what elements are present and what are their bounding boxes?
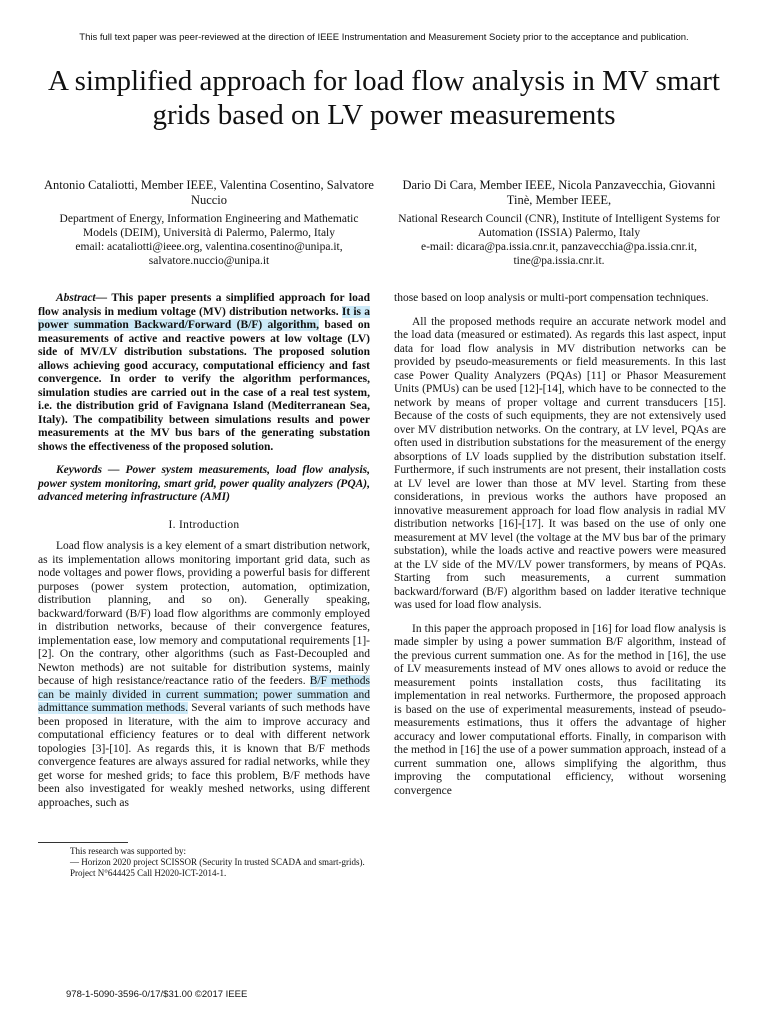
footnote-line-2: — Horizon 2020 project SCISSOR (Security In trusted SCADA and smart-grids). Project N°644425 Call H2020-ICT-2014-1. xyxy=(70,857,365,878)
intro-highlight: B/F methods can be mainly divided in current summation; power summation and admittance summation methods. xyxy=(38,675,371,714)
keywords-text: Power system measurements, load flow analysis, power system monitoring, smart grid, power quality analyzers (PQA), advanced metering infrastructure (AMI) xyxy=(38,464,371,503)
author-names-left: Antonio Cataliotti, Member IEEE, Valentina Cosentino, Salvatore Nuccio xyxy=(44,178,374,207)
intro-paragraph xyxy=(38,540,370,810)
right-paragraph-3: In this paper the approach proposed in [16] for load flow analysis is made simpler by using a power summation B/F algorithm, instead of the previous current summation one. As for the method in [16], the use of LV measurements instead of MV ones allows to avoid or reduce the measurement points installation costs, thus facilitating its implementation in real networks. Furthermore, the proposed approach is based on the use of experimental measurements, instead of pseudo-measurements estimations, thus it offers the advantage of higher accuracy and lower computational efforts. Finally, in comparison with the method in [16] the use of a power summation approach, instead of a current summation one, allows simplifying the algorithm, thus improving the computational efficiency, without worsening convergence xyxy=(394,622,726,797)
footnote-line-1: This research was supported by: xyxy=(70,846,186,856)
keywords xyxy=(38,464,370,505)
right-paragraph-1: those based on loop analysis or multi-port compensation techniques. xyxy=(394,292,709,304)
footnote-divider xyxy=(38,842,128,843)
left-column xyxy=(38,292,370,810)
header-note: This full text paper was peer-reviewed at the direction of IEEE Instrumentation and Measurement Society prior to the acceptance and publication. xyxy=(79,32,689,43)
author-names-right: Dario Di Cara, Member IEEE, Nicola Panzavecchia, Giovanni Tinè, Member IEEE, xyxy=(402,178,716,207)
affiliation-left: Department of Energy, Information Engineering and Mathematic Models (DEIM), Università di Palermo, Palermo, Italy xyxy=(59,213,359,239)
keywords-label: Keywords — xyxy=(56,464,120,476)
intro-text-2: Several variants of such methods have been proposed in literature, with the aim to improve accuracy and computational efficiency features or to deal with different network topologies [3]-[10]. As regards this, it is known that B/F methods convergence features are always assured for radial networks, while they get worse for meshed grids; to face this problem, B/F methods have been also investigated for weakly meshed networks, using different approaches, such as xyxy=(38,702,370,809)
email-left: email: acataliotti@ieee.org, valentina.cosentino@unipa.it, salvatore.nuccio@unipa.it xyxy=(75,241,343,267)
paper-title: A simplified approach for load flow analysis in MV smart grids based on LV power measurements xyxy=(48,65,720,131)
abstract-text-1: This paper presents a simplified approach for load flow analysis in medium voltage (MV) distribution networks. xyxy=(38,292,370,318)
abstract-highlight: It is a power summation Backward/Forward (B/F) algorithm, xyxy=(38,305,370,331)
right-column xyxy=(394,292,726,798)
right-paragraph-2: All the proposed methods require an accurate network model and the load data (measured or estimated). As regards this last aspect, input data for load flow analysis in MV distribution networks can be provided by pseudo-measurements or field measurements. In this last case Power Quality Analyzers (PQAs) [11] or Phasor Measurement Units (PMUs) can be used [12]-[14], which have to be connected to the network by means of proper voltage and current transducers [15]. Because of the costs of such equipments, they are not extensively used over MV distribution networks. On the contrary, at LV level, PQAs are often used in distribution substations for the measurement of the energy absorptions of LV loads supplied by the distribution substation itself. Furthermore, if such instruments are not present, their installation costs at LV level are lower than those at MV level. Starting from these considerations, in previous works the authors have proposed an innovative measurement approach for load flow analysis in radial MV distribution networks [16]-[17]. It was based on the use of only one measurement at MV level (the voltage at the MV bus bar of the primary substation), while the loads active and reactive powers were measured at the LV side of the MV/LV power transformers, by means of PQAs. Starting from such measurements, a current summation backward/forward (B/F) algorithm based on ladder iterative technique was used for load flow analysis. xyxy=(394,315,726,611)
section-heading-introduction: I. Introduction xyxy=(168,518,240,531)
intro-text-1: Load flow analysis is a key element of a smart distribution network, as its implementation allows monitoring important grid data, such as node voltages and power flows, providing a powerful basis for different purposes (power system protection, automation, optimization, distribution planning, and so on). Generally speaking, backward/forward (B/F) load flow algorithms are commonly employed in distribution networks, because of their convergence features, implementation ease, low memory and computational requirements [1]-[2]. On the contrary, other algorithms (such as Fast-Decoupled and Newton methods) are not suitable for distribution systems, mainly because of high resistance/reactance ratio of the feeders. xyxy=(38,540,370,687)
footnote xyxy=(38,838,370,879)
author-block-right xyxy=(394,178,724,268)
author-block-left xyxy=(44,178,374,268)
abstract-label: Abstract— xyxy=(56,292,108,304)
abstract-text-2: based on measurements of active and reactive powers at low voltage (LV) side of MV/LV distribution substations. The proposed solution allows achieving good accuracy, computational efficiency and fast convergence. In order to verify the algorithm performances, simulation studies are carried out in the case of a real test system, i.e. the distribution grid of Favignana Island (Mediterranean Sea, Italy). The compatibility between simulations results and power measurements at the MV bus bars of the generating substation shows the effectiveness of the proposed solution. xyxy=(38,319,370,453)
affiliation-right: National Research Council (CNR), Institute of Intelligent Systems for Automation (ISSIA) Palermo, Italy xyxy=(398,213,720,239)
copyright-notice: 978-1-5090-3596-0/17/$31.00 ©2017 IEEE xyxy=(66,989,248,1000)
abstract xyxy=(38,292,370,454)
email-right: e-mail: dicara@pa.issia.cnr.it, panzavecchia@pa.issia.cnr.it, tine@pa.issia.cnr.it. xyxy=(421,241,697,267)
